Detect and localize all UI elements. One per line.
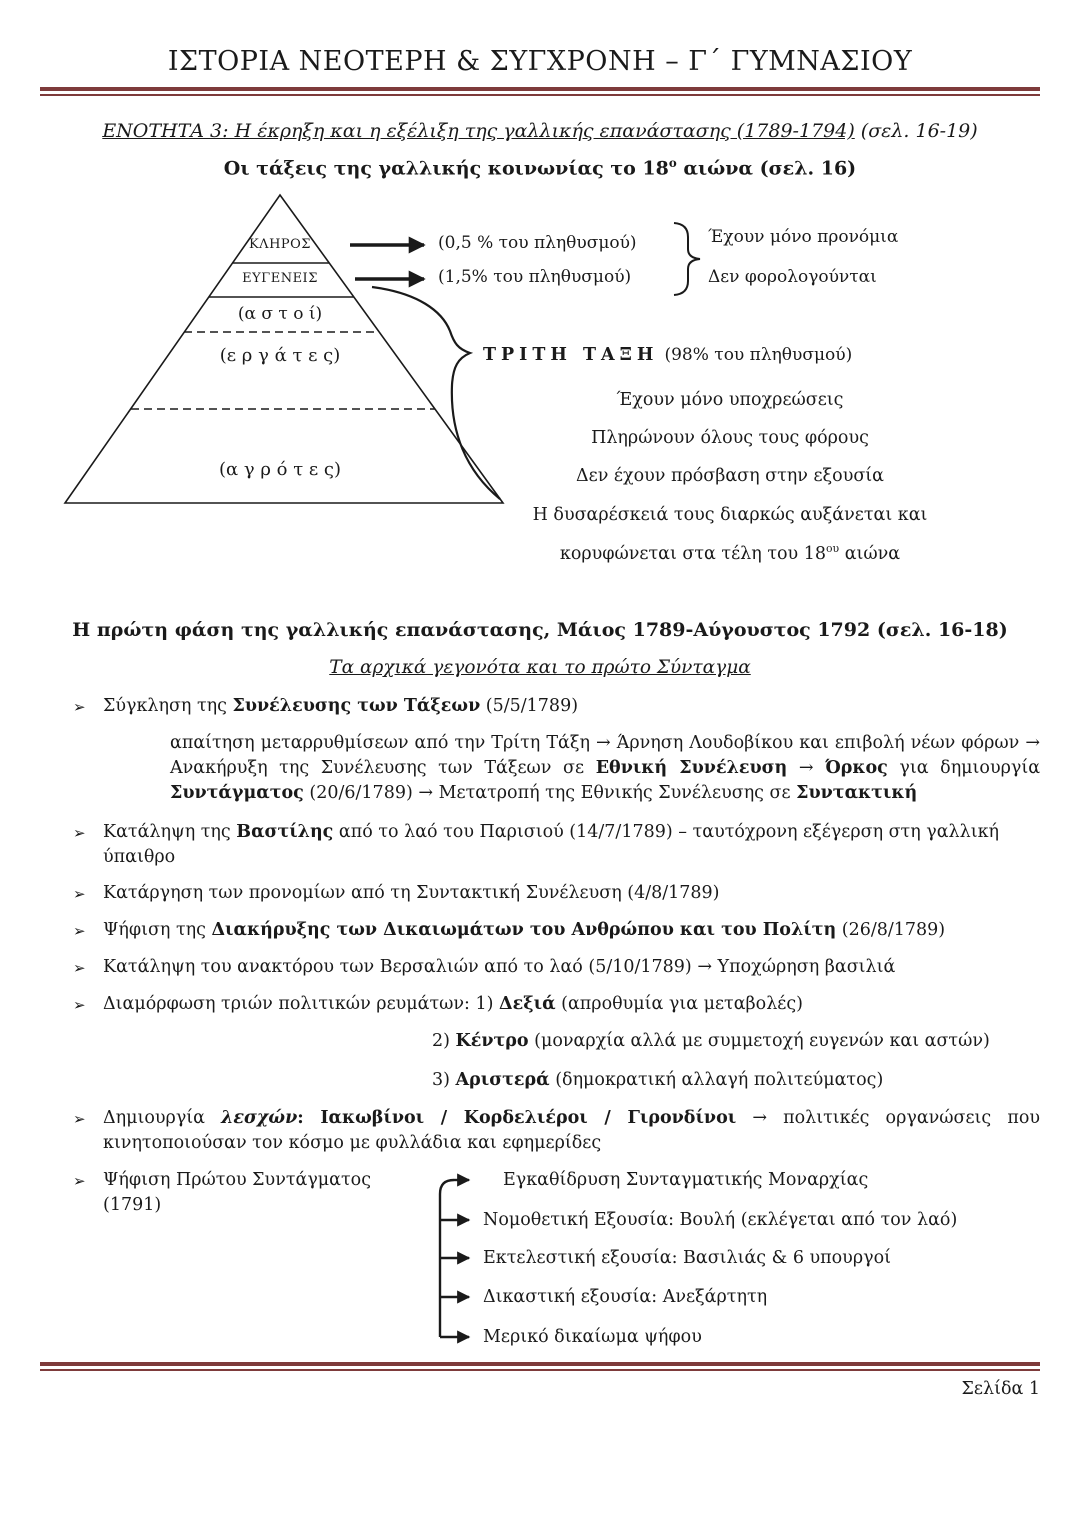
third-estate-note: Δεν έχουν πρόσβαση στην εξουσία <box>576 466 884 487</box>
constitution-outcome: Εκτελεστική εξουσία: Βασιλιάς & 6 υπουργοί <box>483 1248 891 1269</box>
text-run: (5/5/1789) <box>480 696 579 717</box>
unit-heading <box>40 120 1040 142</box>
text-run-bold: Συνέλευσης των Τάξεων <box>232 696 481 717</box>
bullet-arrow-marker: ➢ <box>73 698 86 717</box>
unit-heading-underlined: ΕΝΟΤΗΤΑ 3: Η έκρηξη και η εξέλιξη της γαλλικής επανάστασης (1789-1794) <box>102 120 855 142</box>
bullet-political-currents <box>40 992 1040 1017</box>
text-run: (26/8/1789) <box>836 920 946 941</box>
event-list <box>40 694 1040 1350</box>
constitution-outcome: Δικαστική εξουσία: Ανεξάρτητη <box>483 1287 768 1308</box>
footer-rule <box>40 1362 1040 1371</box>
text-run: Σύγκληση της <box>103 696 233 717</box>
text-run-bold: Κέντρο <box>455 1030 529 1051</box>
constitution-outcome: Εγκαθίδρυση Συνταγματικής Μοναρχίας <box>503 1170 869 1191</box>
bullet-arrow-marker: ➢ <box>73 1172 86 1191</box>
constitution-branch-diagram <box>433 1168 1040 1350</box>
bullet-declaration-rights <box>40 918 1040 943</box>
text-run: (απροθυμία για μεταβολές) <box>555 993 803 1014</box>
text-run-bold: Διακήρυξης των Δικαιωμάτων του Ανθρώπου και του Πολίτη <box>211 920 837 941</box>
superscript: ου <box>826 542 840 556</box>
current-center-line <box>432 1029 1040 1054</box>
text-run: απαίτηση μεταρρυθμίσεων από την Τρίτη Τάξη → Άρνηση Λουδοβίκου και επιβολή νέων φόρων → Ανακήρυξη της Συνέλευσης των Τάξεων σε <box>170 733 1040 779</box>
pyramid-level-nobles: ΕΥΓΕΝΕΙΣ <box>242 271 318 287</box>
bullet-clubs <box>40 1106 1040 1156</box>
constitution-outcome: Μερικό δικαίωμα ψήφου <box>483 1327 702 1348</box>
third-estate-note <box>490 542 970 564</box>
bullet-estates-general <box>40 694 1040 719</box>
text-run: Οι τάξεις της γαλλικής κοινωνίας το 18 <box>223 157 669 180</box>
bullet-privileges-abolition <box>40 881 1040 906</box>
text-run: → <box>787 758 826 779</box>
text-run: Ψήφιση της <box>103 920 212 941</box>
text-run: Δημιουργία <box>103 1108 222 1129</box>
text-run: → πολιτικές οργανώσεις που κινητοποιούσαν τον κόσμο με φυλλάδια και εφημερίδες <box>103 1108 1040 1154</box>
current-left-line <box>432 1068 1040 1093</box>
bullet-arrow-marker: ➢ <box>73 922 86 941</box>
estates-general-detail <box>170 731 1040 806</box>
pyramid-level-bourgeois: (α σ τ ο ί) <box>237 304 323 325</box>
text-run: (20/6/1789) → Μετατροπή της Εθνικής Συνέλευσης σε <box>303 782 797 803</box>
privilege-note-2: Δεν φορολογούνται <box>708 267 877 288</box>
text-run-bold: Συντακτική <box>796 782 918 803</box>
text-run-bold: Βαστίλης <box>236 821 334 842</box>
nobles-percentage: (1,5% του πληθυσμού) <box>438 267 632 288</box>
bullet-arrow-marker: ➢ <box>73 995 86 1014</box>
bullet-versailles <box>40 955 1040 980</box>
bullet-text <box>103 820 1040 870</box>
text-run: κορυφώνεται στα τέλη του 18 <box>559 544 827 565</box>
text-run: 2) <box>432 1030 456 1051</box>
text-run: από το λαό του Παρισιού (14/7/1789) – ταυτόχρονη εξέγερση στη γαλλική ύπαιθρο <box>103 821 1000 867</box>
page-number: Σελίδα 1 <box>961 1379 1040 1400</box>
third-estate-label <box>483 345 852 365</box>
page-title: ΙΣΤΟΡΙΑ ΝΕΟΤΕΡΗ & ΣΥΓΧΡΟΝΗ – Γ΄ ΓΥΜΝΑΣΙΟΥ <box>167 46 913 77</box>
text-run-bold: Εθνική Συνέλευση <box>595 758 788 779</box>
privileges-brace <box>674 223 700 295</box>
social-pyramid-diagram <box>40 187 1040 575</box>
text-run: Κατάληψη της <box>103 821 237 842</box>
text-run-bold: Όρκος <box>825 758 888 779</box>
text-run: αιώνα <box>839 544 901 565</box>
phase-heading: Η πρώτη φάση της γαλλικής επανάστασης, Μάιος 1789-Αύγουστος 1792 (σελ. 16-18) <box>72 619 1008 642</box>
bullet-text <box>103 992 1040 1017</box>
events-subheading: Τα αρχικά γεγονότα και το πρώτο Σύνταγμα <box>329 657 751 679</box>
bullet-text <box>103 1106 1040 1156</box>
bullet-text <box>103 694 1040 719</box>
third-estate-note: Πληρώνουν όλους τους φόρους <box>591 428 869 449</box>
pyramid-level-workers: (ε ρ γ ά τ ε ς) <box>219 345 341 367</box>
clergy-percentage: (0,5 % του πληθυσμού) <box>438 233 637 254</box>
third-estate-brace <box>372 287 500 499</box>
text-run-bold-italic: λεσχών <box>221 1108 298 1129</box>
third-estate-name: ΤΡΙΤΗ ΤΑΞΗ <box>483 345 659 366</box>
bullet-text: Κατάργηση των προνομίων από τη Συντακτική Συνέλευση (4/8/1789) <box>103 883 720 904</box>
text-run-bold: Συντάγματος <box>170 782 304 803</box>
pyramid-level-farmers: (α γ ρ ό τ ε ς) <box>218 459 342 481</box>
bullet-text: Ψήφιση Πρώτου Συντάγματος (1791) <box>103 1170 371 1215</box>
bullet-bastille <box>40 820 1040 870</box>
superscript: ο <box>668 156 677 170</box>
text-run-bold: Αριστερά <box>455 1069 550 1090</box>
text-run-bold: Δεξιά <box>499 993 556 1014</box>
bullet-arrow-marker: ➢ <box>73 885 86 904</box>
third-estate-percentage: (98% του πληθυσμού) <box>664 345 853 366</box>
bullet-text <box>103 918 1040 943</box>
bullet-first-constitution <box>40 1168 1040 1350</box>
pyramid-level-clergy: ΚΛΗΡΟΣ <box>248 237 312 253</box>
unit-heading-pages: (σελ. 16-19) <box>854 120 978 142</box>
text-run: (δημοκρατική αλλαγή πολιτεύματος) <box>549 1069 884 1090</box>
header-rule <box>40 87 1040 96</box>
text-run: 3) <box>432 1069 456 1090</box>
text-run-bold: Ιακωβίνοι / Κορδελιέροι / Γιρονδίνοι <box>320 1108 737 1129</box>
pyramid-title <box>40 156 1040 179</box>
text-run: για δημιουργία <box>887 758 1041 779</box>
third-estate-note: Έχουν μόνο υποχρεώσεις <box>616 390 844 411</box>
text-run: Διαμόρφωση τριών πολιτικών ρευμάτων: 1) <box>103 993 500 1014</box>
bullet-arrow-marker: ➢ <box>73 1110 86 1129</box>
text-run-bold: : <box>297 1108 321 1129</box>
bullet-arrow-marker: ➢ <box>73 823 86 842</box>
text-run: (μοναρχία αλλά με συμμετοχή ευγενών και αστών) <box>528 1030 990 1051</box>
text-run: αιώνα (σελ. 16) <box>676 157 857 180</box>
bullet-arrow-marker: ➢ <box>73 959 86 978</box>
privilege-note-1: Έχουν μόνο προνόμια <box>708 227 899 248</box>
bullet-text: Κατάληψη του ανακτόρου των Βερσαλιών από το λαό (5/10/1789) → Υποχώρηση βασιλιά <box>103 957 896 978</box>
constitution-outcome: Νομοθετική Εξουσία: Βουλή (εκλέγεται από τον λαό) <box>483 1210 958 1231</box>
third-estate-note: Η δυσαρέσκειά τους διαρκώς αυξάνεται και <box>532 505 928 526</box>
